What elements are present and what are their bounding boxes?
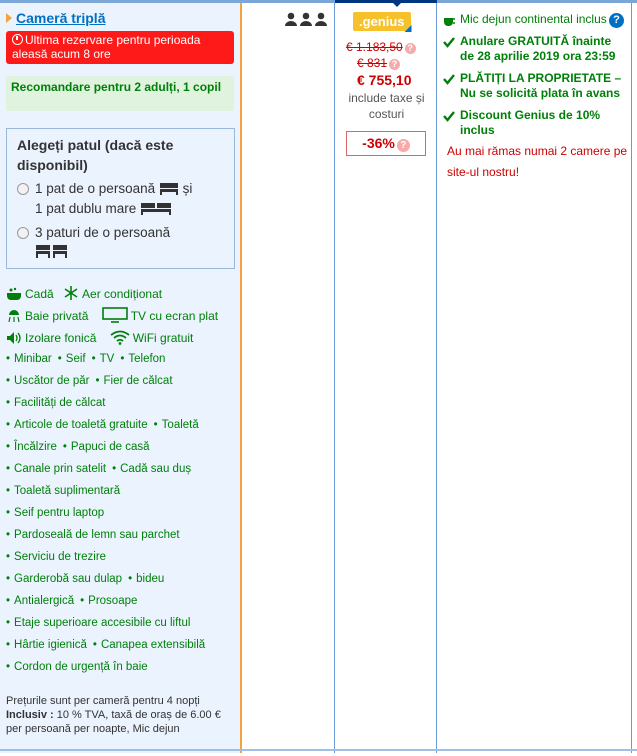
facility-item: • Hârtie igienică <box>6 634 87 656</box>
list-item <box>6 436 238 458</box>
key-facilities <box>6 283 238 349</box>
list-item <box>6 414 238 436</box>
recommendation-box: Recomandare pentru 2 adulți, 1 copil <box>6 76 234 111</box>
bed-choice-box <box>6 128 235 269</box>
price-note <box>6 694 236 736</box>
list-item <box>6 634 238 656</box>
conditions <box>443 12 628 183</box>
facility-item: • Seif pentru laptop <box>6 502 104 524</box>
list-item <box>6 392 238 414</box>
facility-item: • Încălzire <box>6 436 57 458</box>
bed-option-2-label: 3 paturi de o persoană <box>35 225 171 240</box>
facility-item: • Seif <box>58 348 86 370</box>
row-bottom-border <box>0 749 637 751</box>
expand-arrow-icon[interactable] <box>6 13 12 23</box>
list-item <box>6 370 238 392</box>
wifi-icon <box>110 329 130 345</box>
inclusive-label: Inclusiv : <box>6 709 54 721</box>
soundproof-icon <box>6 331 22 345</box>
double-bed-icon <box>140 201 172 215</box>
facility-soundproof: Izolare fonică <box>25 331 97 345</box>
facility-item: • Canale prin satelit <box>6 458 106 480</box>
facility-item: • Garderobă sau dulap <box>6 568 122 590</box>
alert-text: Ultima rezervare pentru perioada aleasă acum 8 ore <box>12 33 201 61</box>
facility-item: • Etaje superioare accesibile cu liftul <box>6 612 190 634</box>
column-divider <box>334 3 335 753</box>
facility-item: • Telefon <box>120 348 165 370</box>
facility-item: • Antialergică <box>6 590 74 612</box>
list-item <box>6 348 238 370</box>
pay-row <box>443 71 628 101</box>
checkmark-icon <box>443 110 455 122</box>
genius-badge: .genius <box>353 12 411 31</box>
cancel-row <box>443 34 628 64</box>
bed-option-1-radio[interactable] <box>17 183 29 195</box>
column-divider <box>631 3 632 753</box>
list-item <box>6 590 238 612</box>
list-item <box>6 568 238 590</box>
flat-tv-icon <box>102 307 128 323</box>
coffee-cup-icon <box>443 14 455 26</box>
facility-ac: Aer condiționat <box>82 287 163 301</box>
discount-info-icon[interactable]: ? <box>397 139 410 152</box>
list-item <box>6 524 238 546</box>
bathtub-icon <box>6 287 22 301</box>
current-price: € 755,10 <box>357 72 412 88</box>
help-icon[interactable]: ? <box>609 13 624 28</box>
bed-option-2[interactable] <box>17 223 224 263</box>
facility-item: • Pardoseală de lemn sau parchet <box>6 524 180 546</box>
genius-row <box>443 108 628 138</box>
facility-item: • Toaletă suplimentară <box>6 480 120 502</box>
list-item <box>6 656 238 678</box>
single-bed-icon <box>159 181 179 195</box>
facility-item: • Papuci de casă <box>63 436 150 458</box>
discount-badge: -36% ? <box>346 131 426 156</box>
bed-option-1[interactable] <box>17 179 224 219</box>
cancel-text: Anulare GRATUITĂ înainte de 28 aprilie 2019 ora 23:59 <box>460 34 616 63</box>
facility-private-bath: Baie privată <box>25 309 89 323</box>
facility-item: • Prosoape <box>80 590 137 612</box>
breakfast-row <box>443 12 628 27</box>
list-item <box>6 546 238 568</box>
alarm-clock-icon <box>12 34 23 45</box>
last-booking-alert <box>6 31 234 64</box>
occupancy-icon <box>284 12 328 26</box>
price-note-line1: Prețurile sunt per cameră pentru 4 nopți <box>6 695 200 707</box>
previous-price: € 831 ? <box>357 56 400 70</box>
facility-bath: Cadă <box>25 287 54 301</box>
facility-wifi: WiFi gratuit <box>132 331 194 345</box>
room-name-link[interactable]: Cameră triplă <box>16 10 106 26</box>
facility-item: • Canapea extensibilă <box>93 634 205 656</box>
list-item <box>6 458 238 480</box>
facility-tv: TV cu ecran plat <box>130 309 219 323</box>
taxes-note: include taxe și costuri <box>348 91 425 121</box>
bed-option-1-and: și <box>182 181 193 196</box>
breakfast-text: Mic dejun continental inclus <box>460 12 607 26</box>
original-price: € 1.183,50 ? <box>346 40 416 54</box>
price-info-icon[interactable]: ? <box>405 43 416 54</box>
scarcity-text: Au mai rămas numai 2 camere pe site-ul nostru! <box>447 144 628 179</box>
list-item <box>6 502 238 524</box>
checkmark-icon <box>443 73 455 85</box>
facility-item: • Facilități de călcat <box>6 392 105 414</box>
selected-column-notch <box>390 0 404 7</box>
bed-choice-title: Alegeți patul (dacă este disponibil) <box>17 137 174 173</box>
checkmark-icon <box>443 36 455 48</box>
facility-item: • Articole de toaletă gratuite <box>6 414 148 436</box>
three-single-beds-icon <box>35 243 69 259</box>
facility-item: • Fier de călcat <box>95 370 172 392</box>
genius-text: Discount Genius de 10% inclus <box>460 108 601 137</box>
facilities-list <box>6 348 238 678</box>
facility-item: • Toaletă <box>154 414 199 436</box>
facility-item: • Cadă sau duș <box>112 458 191 480</box>
inclusive-text: 10 % TVA, taxă de oraș de 6.00 € per persoană per noapte, Mic dejun <box>6 709 221 735</box>
snowflake-icon <box>63 285 79 301</box>
facility-item: • TV <box>92 348 115 370</box>
facility-item: • bideu <box>128 568 164 590</box>
facility-item: • Uscător de păr <box>6 370 89 392</box>
shower-icon <box>6 309 22 323</box>
list-item <box>6 480 238 502</box>
facility-item: • Cordon de urgență în baie <box>6 656 148 678</box>
room-title <box>6 10 105 26</box>
column-divider <box>436 3 437 753</box>
bed-option-2-radio[interactable] <box>17 227 29 239</box>
list-item <box>6 612 238 634</box>
facility-item: • Minibar <box>6 348 52 370</box>
facility-item: • Serviciu de trezire <box>6 546 106 568</box>
pay-text: PLĂTIȚI LA PROPRIETATE – Nu se solicită plata în avans <box>460 71 622 100</box>
bed-option-1-label-2: 1 pat dublu mare <box>35 201 137 216</box>
bed-option-1-label: 1 pat de o persoană <box>35 181 156 196</box>
price-info-icon[interactable]: ? <box>389 59 400 70</box>
selected-column-marker <box>335 0 437 3</box>
